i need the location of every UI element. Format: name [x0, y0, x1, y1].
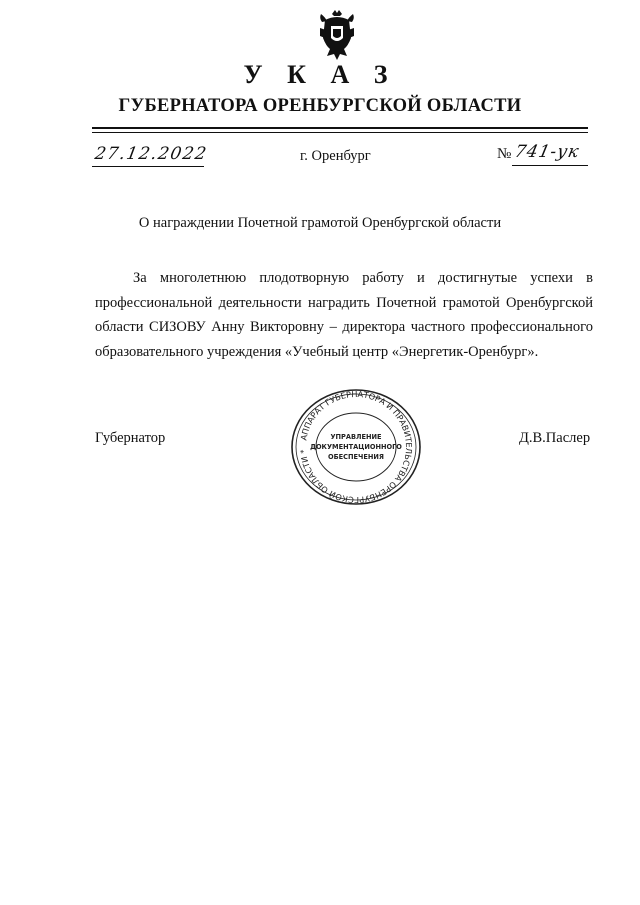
coat-of-arms-emblem: [318, 8, 356, 62]
number-underline: [512, 165, 588, 166]
decree-city: г. Оренбург: [300, 148, 371, 164]
header-divider-thin: [92, 132, 588, 133]
stamp-line-3: ОБЕСПЕЧЕНИЯ: [328, 453, 384, 461]
stamp-line-2: ДОКУМЕНТАЦИОННОГО: [310, 443, 402, 451]
signatory-name: Д.В.Паслер: [519, 430, 591, 446]
document-title: У К А З: [243, 60, 397, 89]
body-line-3: области СИЗОВУ Анну Викторовну – директора частного профессионального: [95, 319, 593, 335]
body-line-4: образовательного учреждения «Учебный центр «Энергетик-Оренбург».: [95, 343, 539, 360]
stamp-ring-text: АППАРАТ ГУБЕРНАТОРА И ПРАВИТЕЛЬСТВА ОРЕНБУРГСКОЙ ОБЛАСТИ *: [298, 388, 415, 506]
body-line-1: За многолетнюю плодотворную работу и достигнутые успехи в: [133, 270, 593, 286]
official-stamp: [286, 387, 426, 507]
signatory-position: Губернатор: [95, 430, 166, 446]
decree-number-label: №: [497, 146, 512, 162]
document-subtitle: ГУБЕРНАТОРА ОРЕНБУРГСКОЙ ОБЛАСТИ: [118, 96, 522, 116]
header-divider-thick: [92, 127, 588, 129]
decree-number: 741-ук: [512, 142, 582, 162]
decree-heading: О награждении Почетной грамотой Оренбургской области: [138, 215, 502, 231]
stamp-line-1: УПРАВЛЕНИЕ: [330, 433, 382, 441]
body-line-2: профессиональной деятельности наградить Почетной грамотой Оренбургской: [95, 294, 593, 311]
date-underline: [92, 166, 204, 167]
decree-date: 27.12.2022: [93, 144, 210, 164]
